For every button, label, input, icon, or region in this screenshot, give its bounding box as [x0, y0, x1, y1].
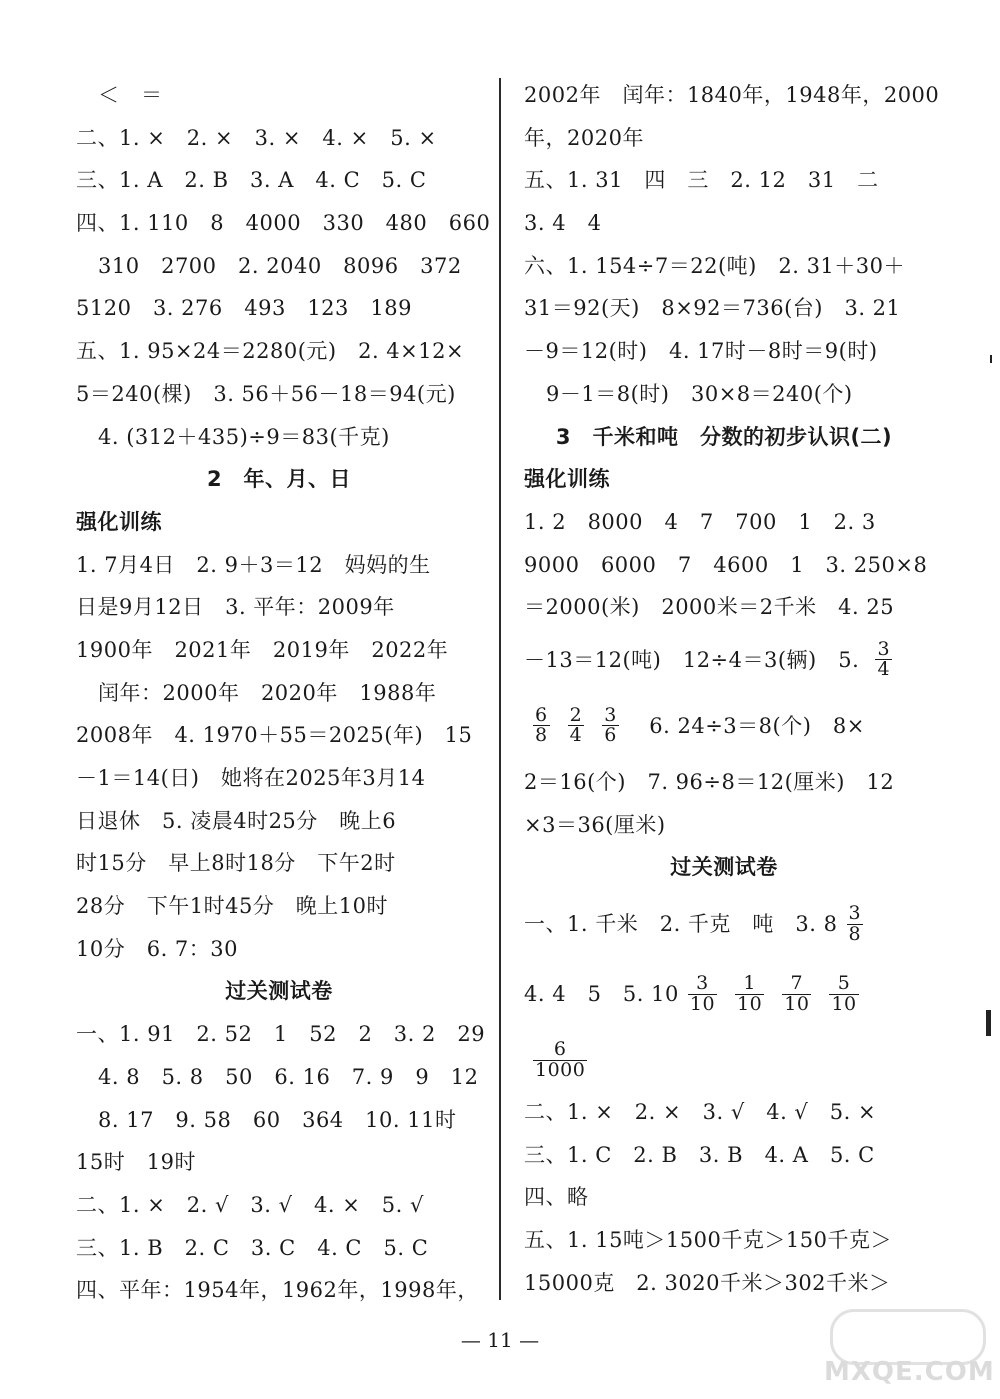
- numerator: 6: [535, 703, 548, 726]
- page-number: — 11 —: [460, 1328, 540, 1352]
- answer-line: 310 2700 2. 2040 8096 372: [98, 253, 462, 278]
- numerator: 5: [837, 971, 851, 994]
- answer-line: 二、1. × 2. × 3. × 4. × 5. ×: [76, 125, 437, 150]
- answer-line: 15000克 2. 3020千米＞302千米＞: [524, 1270, 891, 1295]
- answer-line: 五、1. 95×24＝2280(元) 2. 4×12×: [76, 339, 465, 364]
- answer-line: 9－1＝8(时) 30×8＝240(个): [546, 381, 853, 406]
- answer-line: 5120 3. 276 493 123 189: [76, 296, 412, 321]
- section-heading: 过关测试卷: [670, 855, 778, 880]
- answer-line: 1. 2 8000 4 7 700 1 2. 3: [524, 509, 876, 534]
- fraction: [735, 971, 764, 1015]
- section-heading: 2 年、月、日: [206, 467, 352, 492]
- watermark-logo: [800, 1309, 995, 1391]
- numerator: 3: [877, 637, 891, 660]
- answer-line: 1900年 2021年 2019年 2022年: [76, 637, 449, 662]
- answer-line: 日退休 5. 凌晨4时25分 晚上6: [76, 808, 397, 833]
- answer-line: 31＝92(天) 8×92＝736(台) 3. 21: [524, 296, 901, 321]
- answer-text: 4. 4 5 5. 10: [524, 981, 679, 1006]
- answer-line: 5＝240(棵) 3. 56＋56－18＝94(元): [76, 381, 456, 406]
- answer-line: ×3＝36(厘米): [524, 812, 666, 837]
- left-column: [76, 74, 491, 1312]
- fraction: [847, 901, 864, 945]
- numerator: 3: [696, 971, 709, 994]
- answer-line: 四、略: [524, 1185, 589, 1210]
- answer-line: 五、1. 15吨＞1500千克＞150千克＞: [524, 1228, 892, 1253]
- answer-line: 三、1. B 2. C 3. C 4. C 5. C: [76, 1235, 429, 1260]
- answer-text: －13＝12(吨) 12÷4＝3(辆) 5.: [524, 647, 867, 672]
- watermark-text: MXQE.COM: [824, 1357, 995, 1387]
- numerator: 3: [604, 703, 617, 726]
- fraction-line: [524, 1029, 924, 1091]
- fraction: [602, 703, 619, 747]
- fraction-line: [524, 889, 924, 959]
- numerator: 2: [569, 703, 583, 726]
- answer-line: 时15分 早上8时18分 下午2时: [76, 851, 396, 876]
- fraction: [829, 971, 858, 1015]
- answer-line: 9000 6000 7 4600 1 3. 250×8: [524, 552, 928, 577]
- denominator: 8: [848, 922, 862, 945]
- fraction-line: [524, 691, 924, 761]
- answer-line: 三、1. C 2. B 3. B 4. A 5. C: [524, 1142, 875, 1167]
- answer-line: 四、平年：1954年，1962年，1998年，: [76, 1278, 479, 1303]
- answer-line: 8. 17 9. 58 60 364 10. 11时: [98, 1107, 457, 1132]
- answer-line: 28分 下午1时45分 晚上10时: [76, 894, 389, 919]
- answer-line: －1＝14(日) 她将在2025年3月14: [76, 766, 426, 790]
- denominator: 8: [535, 724, 548, 747]
- answer-line: 二、1. × 2. × 3. √ 4. √ 5. ×: [524, 1100, 877, 1124]
- answer-line: 一、1. 91 2. 52 1 52 2 3. 2 29: [76, 1022, 486, 1047]
- answer-line: 10分 6. 7：30: [76, 936, 239, 961]
- denominator: 10: [689, 992, 716, 1015]
- fraction-line: [524, 629, 924, 691]
- denominator: 6: [604, 724, 617, 747]
- subsection-heading: 强化训练: [524, 467, 610, 492]
- denominator: 10: [831, 992, 857, 1015]
- section-heading: 3 千米和吨 分数的初步认识(二): [555, 424, 893, 449]
- denominator: 4: [569, 724, 583, 747]
- numerator: 7: [790, 971, 804, 994]
- answer-line: 六、1. 154÷7＝22(吨) 2. 31＋30＋: [524, 253, 906, 278]
- answer-line: 闰年：2000年 2020年 1988年: [98, 680, 437, 705]
- fraction: [688, 971, 717, 1015]
- fraction-line: [524, 959, 924, 1029]
- subsection-heading: 强化训练: [76, 509, 162, 534]
- right-column: [524, 74, 940, 1304]
- answer-line: ＜ ＝: [98, 83, 163, 107]
- answer-line: 3. 4 4: [524, 211, 602, 236]
- answer-line: －9＝12(时) 4. 17时－8时＝9(时): [524, 339, 878, 364]
- answer-line: 2＝16(个) 7. 96÷8＝12(厘米) 12: [524, 769, 895, 794]
- answer-line: 日是9月12日 3. 平年：2009年: [76, 595, 395, 620]
- answer-line: 15时 19时: [76, 1150, 196, 1175]
- answer-line: 五、1. 31 四 三 2. 12 31 二: [524, 168, 879, 193]
- answer-line: ＝2000(米) 2000米＝2千米 4. 25: [524, 595, 895, 620]
- answer-text: 6. 24÷3＝8(个) 8×: [627, 713, 865, 738]
- denominator: 10: [737, 992, 763, 1015]
- numerator: 3: [848, 901, 862, 924]
- fraction: [533, 1037, 587, 1081]
- fraction: [875, 637, 892, 681]
- answer-line: 年，2020年: [524, 125, 644, 150]
- numerator: 6: [553, 1037, 567, 1060]
- fraction: [568, 703, 585, 747]
- answer-text: 一、1. 千米 2. 千克 吨 3. 8: [524, 911, 838, 936]
- numerator: 1: [743, 971, 756, 994]
- answer-line: 2002年 闰年：1840年，1948年，2000: [524, 83, 940, 107]
- answer-line: 4. 8 5. 8 50 6. 16 7. 9 9 12: [98, 1064, 479, 1089]
- answer-line: 1. 7月4日 2. 9＋3＝12 妈妈的生: [76, 552, 431, 577]
- answer-line: 四、1. 110 8 4000 330 480 660: [76, 211, 491, 236]
- scan-mark: [990, 355, 992, 363]
- fraction: [533, 703, 550, 747]
- answer-line: 三、1. A 2. B 3. A 4. C 5. C: [76, 168, 427, 193]
- section-heading: 过关测试卷: [225, 979, 333, 1004]
- denominator: 10: [784, 992, 810, 1015]
- scan-mark: [986, 1010, 991, 1036]
- fraction: [782, 971, 811, 1015]
- denominator: 1000: [535, 1058, 586, 1081]
- answer-line: 2008年 4. 1970＋55＝2025(年) 15: [76, 723, 473, 748]
- answer-line: 二、1. × 2. √ 3. √ 4. × 5. √: [76, 1192, 424, 1217]
- column-divider: [499, 78, 501, 1300]
- answer-line: 4. (312＋435)÷9＝83(千克): [98, 424, 390, 449]
- denominator: 4: [877, 658, 891, 681]
